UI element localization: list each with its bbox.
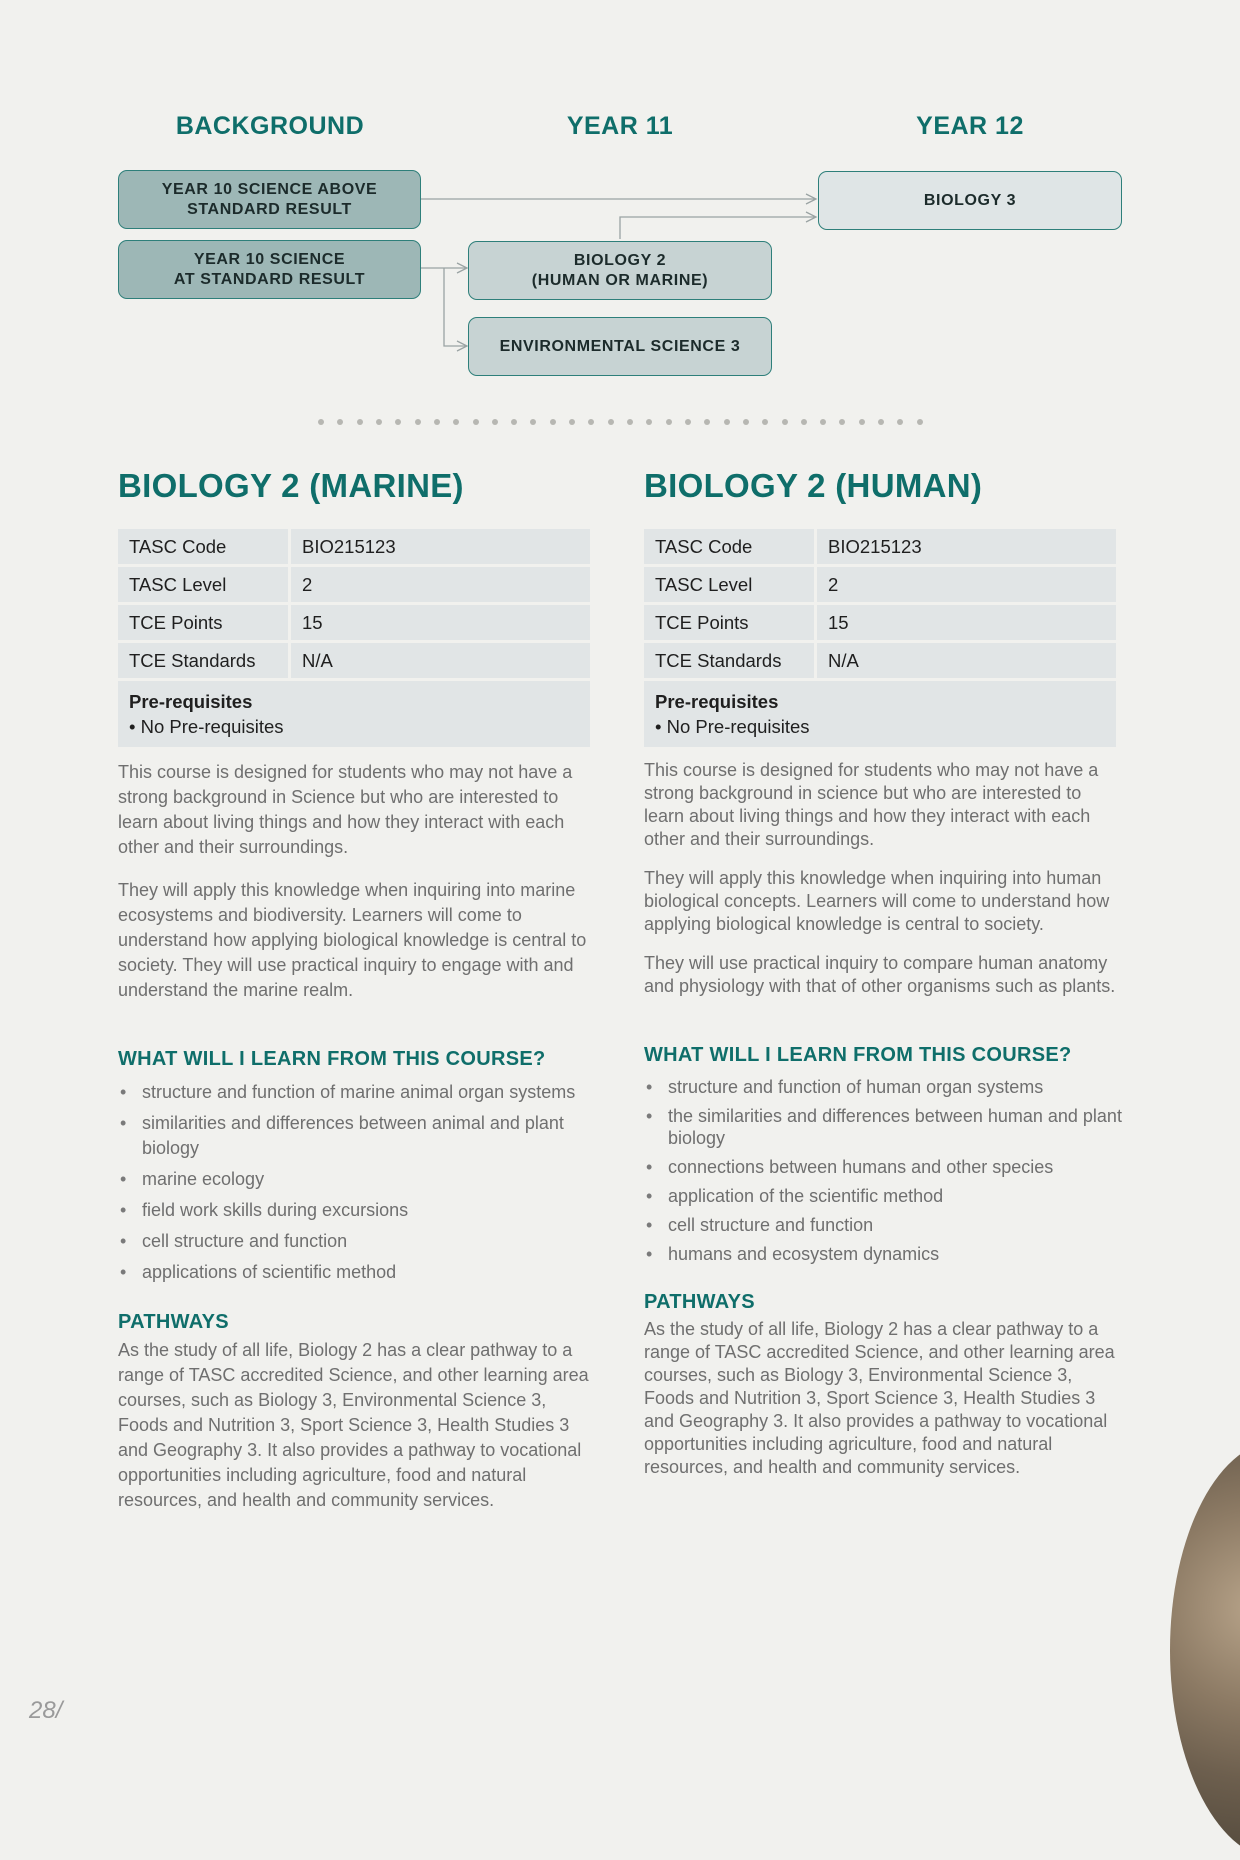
list-item: • cell structure and function [644,1214,1122,1236]
table-value: 2 [291,567,590,602]
table-value: 2 [817,567,1116,602]
course-title: BIOLOGY 2 (HUMAN) [644,467,983,504]
list-item: • marine ecology [118,1167,596,1192]
table-row [118,567,590,602]
table-row [644,529,1116,564]
learn-heading: WHAT WILL I LEARN FROM THIS COURSE? [118,1048,546,1070]
learn-heading: WHAT WILL I LEARN FROM THIS COURSE? [644,1044,1072,1066]
prerequisites-cell [118,681,590,747]
table-key: TASC Code [644,529,814,564]
list-item: • similarities and differences between animal and plant biology [118,1111,596,1161]
prerequisites-item: • No Pre-requisites [655,716,810,737]
list-item: • applications of scientific method [118,1260,596,1285]
box-year10-at-standard: YEAR 10 SCIENCE AT STANDARD RESULT [118,240,421,299]
list-item: • cell structure and function [118,1229,596,1254]
dotted-divider [318,419,923,425]
heading-year-11: YEAR 11 [566,112,674,140]
rock-photo-corner [1170,1440,1240,1860]
table-row [118,605,590,640]
course-title: BIOLOGY 2 (MARINE) [118,467,464,504]
list-item: • application of the scientific method [644,1185,1122,1207]
table-key: TCE Standards [644,643,814,678]
course-description: This course is designed for students who may not have a strong background in science but who are interested to learn about living things and how they interact with each other and their surroundings. [644,760,1099,849]
pathways-heading: PATHWAYS [644,1291,755,1313]
list-item: • structure and function of marine animal organ systems [118,1080,596,1105]
prerequisites-title: Pre-requisites [129,691,253,712]
prerequisites-item-text: No Pre-requisites [666,716,810,737]
table-row [644,643,1116,678]
table-row [644,567,1116,602]
table-key: TCE Points [118,605,288,640]
course-description: They will apply this knowledge when inquiring into marine ecosystems and biodiversity. Learners will come to understand how applying biological knowledge is central to society. They will use practical inquiry to engage with and understand the marine realm. [118,880,587,1000]
list-item: • the similarities and differences between human and plant biology [644,1105,1122,1149]
table-value: N/A [291,643,590,678]
table-row [118,643,590,678]
box-year10-above-standard: YEAR 10 SCIENCE ABOVE STANDARD RESULT [118,170,421,229]
list-item: • field work skills during excursions [118,1198,596,1223]
table-row [644,605,1116,640]
heading-year-12: YEAR 12 [916,112,1024,140]
table-value: N/A [817,643,1116,678]
course-description: They will use practical inquiry to compare human anatomy and physiology with that of other organisms such as plants. [644,953,1116,996]
course-info-table [641,526,1119,750]
course-description: They will apply this knowledge when inquiring into human biological concepts. Learners will come to understand how applying biological knowledge is central to society. [644,868,1110,934]
connector-bio2-to-bio3 [620,217,815,239]
course-biology-marine [118,466,596,1513]
table-key: TASC Level [118,567,288,602]
table-row [644,681,1116,747]
prerequisites-item: • No Pre-requisites [129,716,284,737]
box-biology-2: BIOLOGY 2 (HUMAN OR MARINE) [468,241,772,300]
table-key: TASC Code [118,529,288,564]
table-key: TCE Points [644,605,814,640]
pathways-heading: PATHWAYS [118,1311,229,1333]
table-row [118,529,590,564]
learn-list [118,1080,596,1285]
prerequisites-title: Pre-requisites [655,691,779,712]
heading-background: BACKGROUND [175,112,365,140]
table-value: BIO215123 [291,529,590,564]
table-row [118,681,590,747]
pathways-text: As the study of all life, Biology 2 has a clear pathway to a range of TASC accredited Science, and other learning area courses, such as Biology 3, Environmental Science 3, Foods and Nutrition 3, Sport Science 3, Health Studies 3 and Geography 3. It also provides a pathway to vocational opportunities including agriculture, food and natural resources, and health and community services. [644,1319,1115,1477]
learn-list [644,1076,1122,1265]
table-value: 15 [291,605,590,640]
box-biology-3: BIOLOGY 3 [818,171,1122,230]
prerequisites-cell [644,681,1116,747]
prerequisites-item-text: No Pre-requisites [140,716,284,737]
list-item: • structure and function of human organ systems [644,1076,1122,1098]
list-item: • connections between humans and other species [644,1156,1122,1178]
list-item: • humans and ecosystem dynamics [644,1243,1122,1265]
table-key: TCE Standards [118,643,288,678]
pathways-text: As the study of all life, Biology 2 has a clear pathway to a range of TASC accredited Science, and other learning area courses, such as Biology 3, Environmental Science 3, Foods and Nutrition 3, Sport Science 3, Health Studies 3 and Geography 3. It also provides a pathway to vocational opportunities including agriculture, food and natural resources, and health and community services. [118,1340,589,1510]
table-value: 15 [817,605,1116,640]
connector-at-to-env3 [444,268,466,346]
course-info-table [115,526,593,750]
box-environmental-science-3: ENVIRONMENTAL SCIENCE 3 [468,317,772,376]
course-description: This course is designed for students who may not have a strong background in Science but who are interested to learn about living things and how they interact with each other and their surroundings. [118,762,573,857]
course-biology-human [644,466,1122,1479]
page-number: 28/ [29,1697,63,1724]
table-key: TASC Level [644,567,814,602]
table-value: BIO215123 [817,529,1116,564]
